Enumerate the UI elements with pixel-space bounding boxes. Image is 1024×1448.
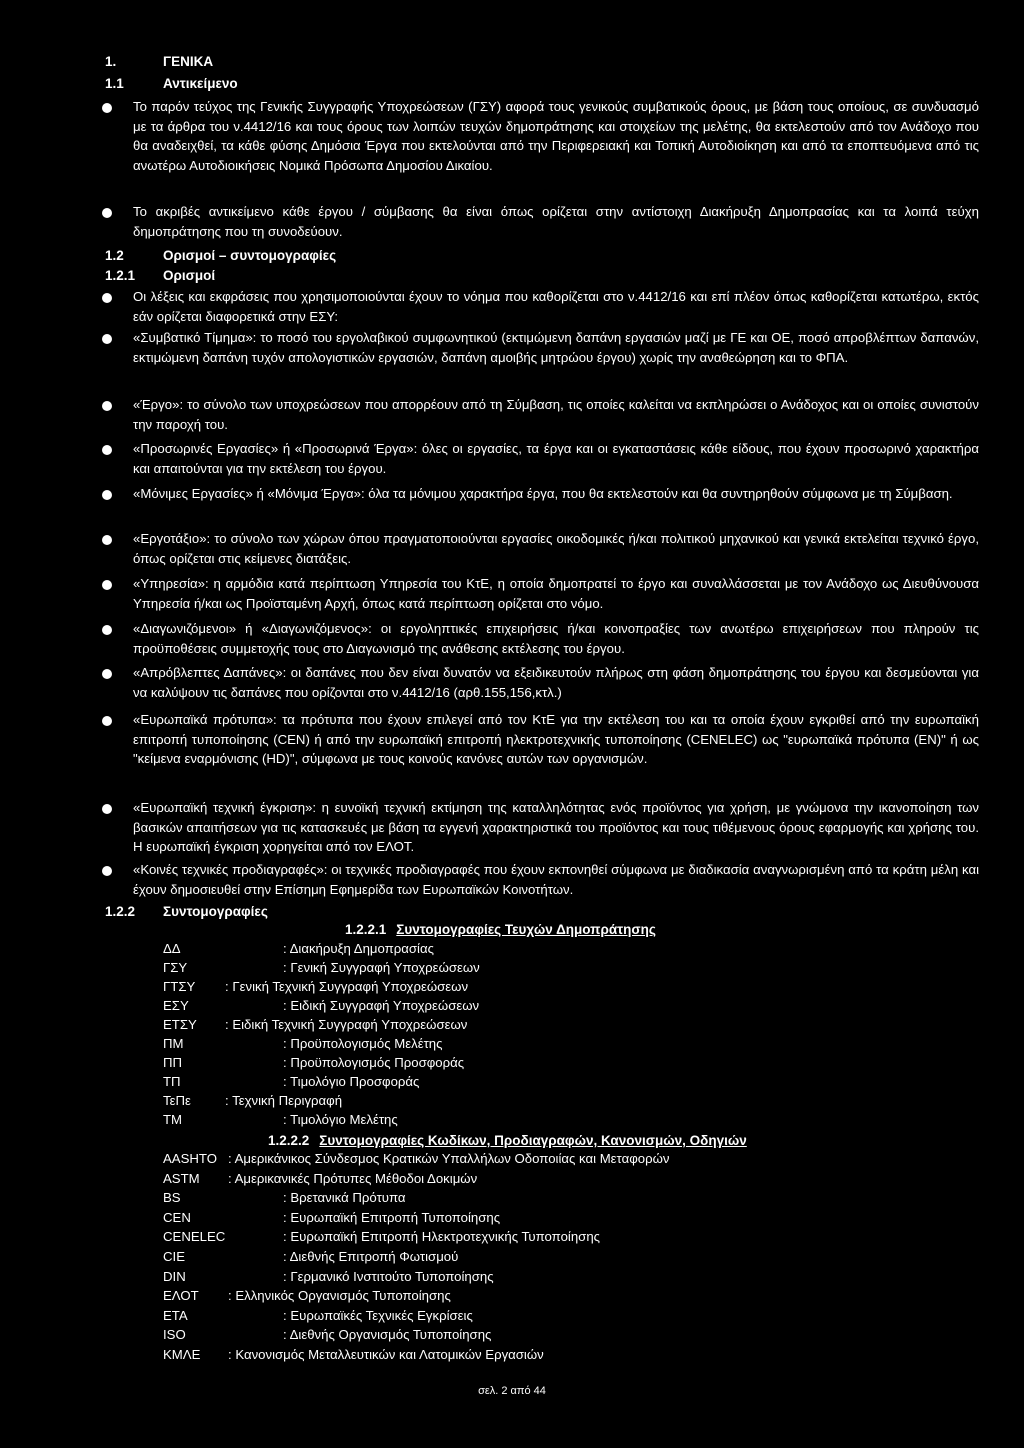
heading-1-2 — [105, 246, 337, 266]
bullet-icon — [102, 804, 112, 814]
abbreviation-code: ΔΔ — [163, 941, 181, 956]
subheading-text: Συντομογραφίες Τευχών Δημοπράτησης — [396, 922, 656, 937]
subheading-number: 1.2.2.1 — [345, 922, 387, 937]
abbreviation-code: ΤΠ — [163, 1074, 181, 1089]
abbreviation-code: ETA — [163, 1307, 188, 1323]
bullet-icon — [102, 490, 112, 500]
abbreviation-description: : Διεθνής Οργανισμός Τυποποίησης — [283, 1327, 492, 1343]
heading-text: Ορισμοί – συντομογραφίες — [163, 248, 337, 263]
page-number: σελ. 2 από 44 — [478, 1385, 546, 1397]
bullet-icon — [102, 625, 112, 635]
bullet-icon — [102, 669, 112, 679]
subheading-1-2-2-1 — [345, 920, 656, 940]
subheading-text: Συντομογραφίες Κωδίκων, Προδιαγραφών, Κανονισμών, Οδηγιών — [319, 1133, 747, 1148]
abbreviation-description: : Τιμολόγιο Προσφοράς — [283, 1074, 420, 1089]
abbreviation-description: : Ειδική Συγγραφή Υποχρεώσεων — [283, 998, 480, 1013]
object-paragraph: Το παρόν τεύχος της Γενικής Συγγραφής Υποχρεώσεων (ΓΣΥ) αφορά τους γενικούς συμβατικούς όρους, με βάση τους οποίους, σε συνδυασμό με τα άρθρα του ν.4412/16 και τους όρους των λοιπών τευχών δημοπράτησης και στοιχείων της μελέτης, θα εκτελεστούν από τον Ανάδοχο που θα αναδειχθεί, τα κάθε φύσης Δημόσια Έργα που εκτελούνται από την Περιφερειακή και Τοπική Αυτοδιοίκηση και από τα εποπτευόμενα από τις ανωτέρω Αυτοδιοικήσεις Νομικά Πρόσωπα Δημοσίου Δικαίου. — [133, 99, 979, 173]
abbreviation-code: ISO — [163, 1327, 186, 1343]
abbreviation-description: : Ελληνικός Οργανισμός Τυποποίησης — [228, 1288, 451, 1304]
abbreviation-description: : Ειδική Τεχνική Συγγραφή Υποχρεώσεων — [225, 1017, 468, 1032]
abbreviation-description: : Ευρωπαϊκή Επιτροπή Ηλεκτροτεχνικής Τυποποίησης — [283, 1229, 601, 1245]
abbreviation-code: CENELEC — [163, 1229, 226, 1245]
definition-item: «Υπηρεσία»: η αρμόδια κατά περίπτωση Υπηρεσία του ΚτΕ, η οποία δημοπρατεί το έργο και συναλλάσσεται με τον Ανάδοχο ως Διευθύνουσα Υπηρεσία ή/και ως Προϊσταμένη Αρχή, όπως κατά περίπτωση ορίζεται στο νόμο. — [133, 576, 979, 611]
definition-item: «Κοινές τεχνικές προδιαγραφές»: οι τεχνικές προδιαγραφές που έχουν εκπονηθεί σύμφωνα με διαδικασία αναγνωρισμένη από τα κράτη μέλη και έχουν δημοσιευθεί στην Επίσημη Εφημερίδα των Ευρωπαϊκών Κοινοτήτων. — [133, 862, 979, 897]
heading-number: 1.2.2 — [105, 904, 136, 919]
abbreviation-code: ΠΜ — [163, 1036, 184, 1051]
abbreviation-code: ΕΛΟΤ — [163, 1288, 199, 1304]
definition-item: «Ευρωπαϊκά πρότυπα»: τα πρότυπα που έχουν επιλεγεί από τον ΚτΕ για την εκτέλεση του και τα οποία έχουν εγκριθεί από την ευρωπαϊκή επιτροπή τυποποίησης (CEN) ή από την ευρωπαϊκή επιτροπή ηλεκτροτεχνικής τυποποίησης (CENELEC) ως "ευρωπαϊκά πρότυπα (EN)" ή ως "κείμενα εναρμόνισης (HD)", σύμφωνα με τους κοινούς κανόνες αυτών των οργανισμών. — [133, 712, 979, 766]
definition-item: «Μόνιμες Εργασίες» ή «Μόνιμα Έργα»: όλα τα μόνιμου χαρακτήρα έργα, που θα εκτελεστούν και θα συντηρηθούν σύμφωνα με τη Σύμβαση. — [133, 486, 953, 501]
abbreviation-description: : Βρετανικά Πρότυπα — [283, 1190, 406, 1206]
abbreviation-code: BS — [163, 1190, 181, 1206]
abbreviation-code: AASHTO — [163, 1151, 217, 1166]
abbreviation-description: : Γενική Τεχνική Συγγραφή Υποχρεώσεων — [225, 979, 469, 994]
abbreviation-description: : Τιμολόγιο Μελέτης — [283, 1112, 398, 1127]
definition-item: «Ευρωπαϊκή τεχνική έγκριση»: η ευνοϊκή τεχνική εκτίμηση της καταλληλότητας ενός προϊόντος για χρήση, με γνώμονα την ικανοποίηση των βασικών απαιτήσεων για τις κατασκευές με βάση τα εγγενή χαρακτηριστικά του προϊόντος και τους τιθέμενους όρους εφαρμογής και χρήσης του. Η ευρωπαϊκή έγκριση χορηγείται από τον ΕΛΟΤ. — [133, 800, 979, 854]
definition-item: «Συμβατικό Τίμημα»: το ποσό του εργολαβικού συμφωνητικού (εκτιμώμενη δαπάνη εργασιών μαζί με ΓΕ και ΟΕ, ποσό απροβλέπτων δαπανών, εκτιμώμενη δαπάνη τυχόν απολογιστικών εργασιών, δαπάνη αμοιβής μητρώου έργου) χωρίς την αναθεώρηση και το ΦΠΑ. — [133, 330, 979, 365]
abbreviation-description: : Κανονισμός Μεταλλευτικών και Λατομικών Εργασιών — [228, 1347, 544, 1362]
abbreviation-description: : Προϋπολογισμός Προσφοράς — [283, 1055, 465, 1070]
abbreviation-description: : Γερμανικό Ινστιτούτο Τυποποίησης — [283, 1268, 494, 1284]
abbreviation-description: : Διεθνής Επιτροπή Φωτισμού — [283, 1249, 459, 1264]
definition-item: «Προσωρινές Εργασίες» ή «Προσωρινά Έργα»: όλες οι εργασίες, τα έργα και οι εγκαταστάσεις κάθε είδους, που έχουν προσωρινό χαρακτήρα και απαιτούνται για την εκτέλεση του έργου. — [133, 441, 979, 476]
abbreviation-code: ΕΣΥ — [163, 998, 189, 1013]
bullet-icon — [102, 401, 112, 411]
object-paragraph: Το ακριβές αντικείμενο κάθε έργου / σύμβασης θα είναι όπως ορίζεται στην αντίστοιχη Διακήρυξη Δημοπρασίας και τα λοιπά τεύχη δημοπράτησης που τη συνοδεύουν. — [133, 204, 979, 239]
abbreviation-code: CEN — [163, 1209, 191, 1225]
definition-item: «Εργοτάξιο»: το σύνολο των χώρων όπου πραγματοποιούνται εργασίες οικοδομικές ή/και πολιτικού μηχανικού και γενικά εκτελείται τεχνικό έργο, όπως ορίζεται στις κείμενες διατάξεις. — [133, 531, 979, 566]
heading-number: 1.2.1 — [105, 268, 136, 283]
definition-item: «Έργο»: το σύνολο των υποχρεώσεων που απορρέουν από τη Σύμβαση, τις οποίες καλείται να εκπληρώσει ο Ανάδοχος και οι οποίες συνιστούν την παροχή του. — [133, 397, 979, 432]
heading-number: 1.2 — [105, 248, 124, 263]
heading-1-2-1 — [105, 266, 216, 286]
definition-item: «Απρόβλεπτες Δαπάνες»: οι δαπάνες που δεν είναι δυνατόν να εξειδικευτούν πλήρως στη φάση δημοπράτησης του έργου και δεσμεύονται για να καλύψουν τις δαπάνες που ορίζονται στο ν.4412/16 (αρθ.155,156,κτλ.) — [133, 665, 979, 700]
heading-text: Αντικείμενο — [163, 76, 238, 91]
heading-number: 1.1 — [105, 76, 124, 91]
bullet-icon — [102, 866, 112, 876]
bullet-icon — [102, 208, 112, 218]
heading-1-2-2 — [105, 902, 268, 922]
abbreviation-code: CIE — [163, 1249, 185, 1264]
abbreviation-code: ΠΠ — [163, 1055, 183, 1070]
abbreviation-description: : Γενική Συγγραφή Υποχρεώσεων — [283, 960, 480, 975]
heading-1 — [105, 52, 214, 72]
heading-text: ΓΕΝΙΚΑ — [163, 54, 214, 69]
abbreviation-code: ΤΜ — [163, 1112, 183, 1127]
bullet-icon — [102, 445, 112, 455]
bullet-icon — [102, 103, 112, 113]
subheading-number: 1.2.2.2 — [268, 1133, 310, 1148]
definition-item: Οι λέξεις και εκφράσεις που χρησιμοποιούνται έχουν το νόημα που καθορίζεται στο ν.4412/16 και επί πλέον όπως καθορίζεται κατωτέρω, εκτός εάν ορίζεται διαφορετικά στην ΕΣΥ: — [133, 289, 979, 324]
bullet-icon — [102, 580, 112, 590]
subheading-1-2-2-2 — [268, 1131, 747, 1151]
abbreviation-code: ΕΤΣΥ — [163, 1017, 197, 1032]
bullet-icon — [102, 535, 112, 545]
heading-number: 1. — [105, 54, 117, 69]
abbreviation-description: : Αμερικανικές Πρότυπες Μέθοδοι Δοκιμών — [228, 1170, 478, 1186]
abbreviation-code: ΤεΠε — [163, 1093, 191, 1108]
abbreviation-description: : Ευρωπαϊκή Επιτροπή Τυποποίησης — [283, 1209, 501, 1225]
abbreviation-code: ΚΜΛΕ — [163, 1347, 201, 1362]
abbreviation-description: : Ευρωπαϊκές Τεχνικές Εγκρίσεις — [283, 1307, 473, 1323]
definition-item: «Διαγωνιζόμενοι» ή «Διαγωνιζόμενος»: οι εργοληπτικές επιχειρήσεις ή/και κοινοπραξίες των ανωτέρω επιχειρήσεων που πληρούν τις προϋποθέσεις συμμετοχής τους στο Διαγωνισμό της ανάθεσης εκτέλεσης του έργου. — [133, 621, 979, 656]
bullet-icon — [102, 293, 112, 303]
abbreviation-description: : Αμερικάνικος Σύνδεσμος Κρατικών Υπαλλήλων Οδοποιίας και Μεταφορών — [228, 1151, 670, 1166]
abbreviation-code: ΓΤΣΥ — [163, 979, 196, 994]
abbreviation-description: : Διακήρυξη Δημοπρασίας — [283, 941, 434, 956]
abbreviation-description: : Προϋπολογισμός Μελέτης — [283, 1036, 443, 1051]
abbreviation-code: DIN — [163, 1268, 186, 1284]
abbreviation-code: ΓΣΥ — [163, 960, 188, 975]
abbreviation-description: : Τεχνική Περιγραφή — [225, 1093, 343, 1108]
heading-text: Συντομογραφίες — [163, 904, 268, 919]
heading-text: Ορισμοί — [163, 268, 216, 283]
bullet-icon — [102, 334, 112, 344]
abbreviation-code: ASTM — [163, 1170, 200, 1186]
heading-1-1 — [105, 74, 238, 94]
bullet-icon — [102, 716, 112, 726]
